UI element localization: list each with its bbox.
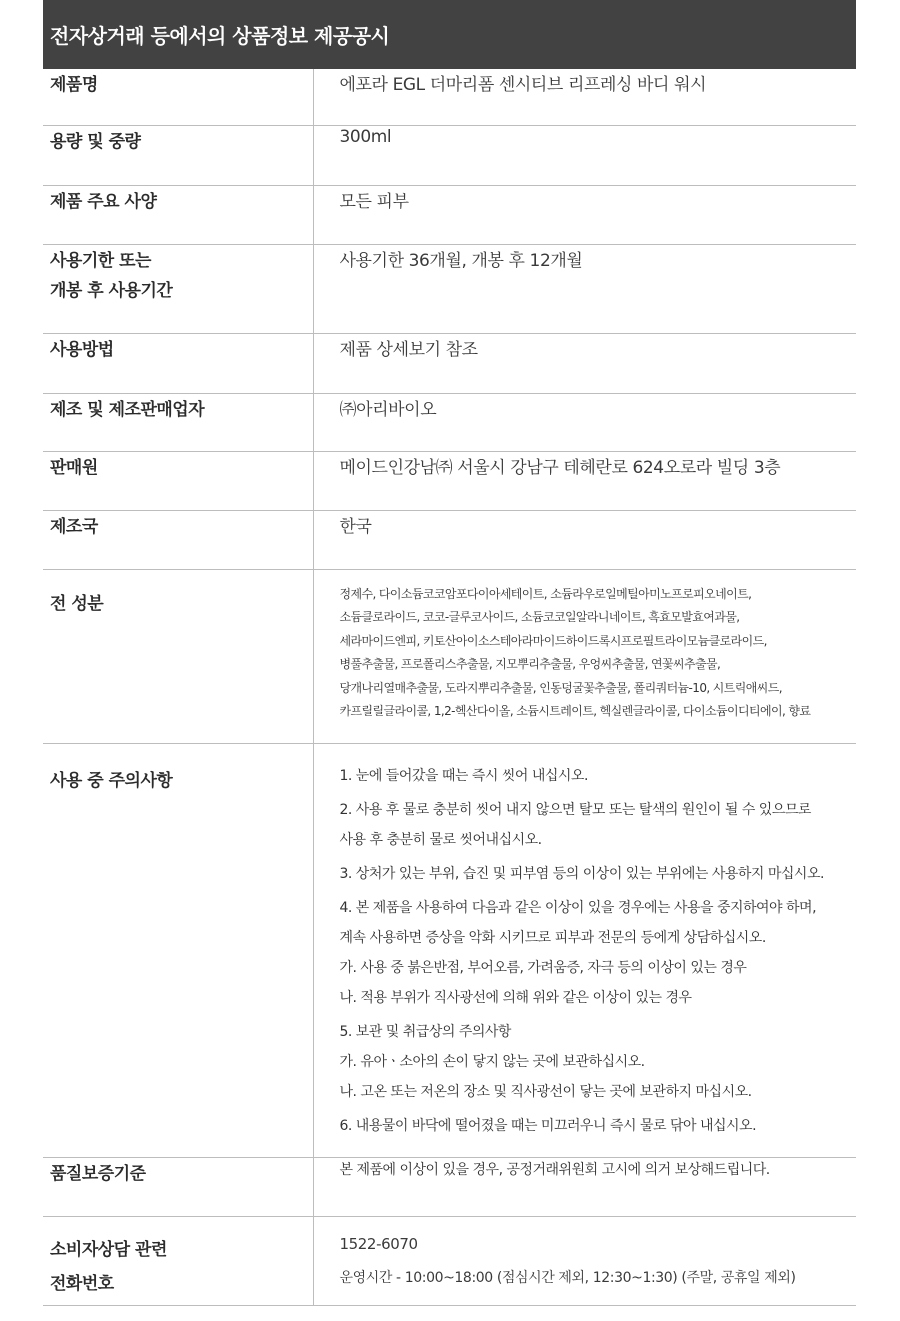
caution-line: 1. 눈에 들어갔을 때는 즉시 씻어 내십시오.	[339, 767, 588, 784]
table-row-seller	[43, 451, 856, 510]
table-row-usage	[43, 333, 856, 393]
row-label: 사용방법	[43, 333, 313, 393]
row-value	[313, 743, 856, 1157]
row-value: 메이드인강남㈜ 서울시 강남구 테헤란로 624오로라 빌딩 3층	[313, 451, 856, 510]
cs-phone: 1522-6070	[339, 1234, 418, 1253]
table-row-spec	[43, 185, 856, 244]
table-row-quality	[43, 1157, 856, 1216]
ingredient-line: 정제수, 다이소듐코코암포다이아세테이트, 소듐라우로일메틸아미노프로피오네이트,	[339, 586, 752, 601]
ingredient-line: 소듐클로라이드, 코코-글루코사이드, 소듐코코일알라니네이트, 흑효모발효여과물,	[339, 610, 740, 624]
row-label: 전 성분	[43, 569, 313, 743]
table-row-expiry	[43, 244, 856, 333]
product-info-notice	[43, 0, 856, 1306]
caution-line: 나. 적용 부위가 직사광선에 의해 위와 같은 이상이 있는 경우	[339, 989, 692, 1006]
ingredient-line: 세라마이드엔피, 키토산아이소스테아라마이드하이드록시프로필트라이모늄클로라이드,	[339, 633, 767, 648]
table-row-product-name	[43, 69, 856, 125]
row-label: 제품명	[43, 69, 313, 125]
caution-line: 사용 후 충분히 물로 씻어내십시오.	[339, 831, 542, 848]
info-table	[43, 69, 856, 1306]
row-value: 에포라 EGL 더마리폼 센시티브 리프레싱 바디 워시	[313, 69, 856, 125]
caution-line: 나. 고온 또는 저온의 장소 및 직사광선이 닿는 곳에 보관하지 마십시오.	[339, 1083, 752, 1100]
row-value: 본 제품에 이상이 있을 경우, 공정거래위원회 고시에 의거 보상해드립니다.	[313, 1157, 856, 1216]
caution-group	[340, 795, 856, 855]
table-row-origin	[43, 510, 856, 569]
caution-line: 2. 사용 후 물로 충분히 씻어 내지 않으면 탈모 또는 탈색의 원인이 될 수 있으므로	[339, 801, 811, 818]
row-label	[43, 1216, 313, 1305]
row-value: 제품 상세보기 참조	[313, 333, 856, 393]
label-line: 전화번호	[50, 1273, 114, 1294]
row-label: 용량 및 중량	[43, 125, 313, 185]
page-title: 전자상거래 등에서의 상품정보 제공공시	[43, 0, 856, 69]
ingredient-line: 당개나리열매추출물, 도라지뿌리추출물, 인동덩굴꽃추출물, 폴리쿼터늄-10, 시트릭애씨드,	[339, 680, 782, 695]
row-label	[43, 244, 313, 333]
row-value: 300ml	[313, 125, 856, 185]
row-value	[313, 569, 856, 743]
ingredient-line: 병풀추출물, 프로폴리스추출물, 지모뿌리추출물, 우엉씨추출물, 연꽃씨추출물,	[339, 657, 721, 671]
table-row-volume	[43, 125, 856, 185]
caution-group	[340, 1017, 856, 1107]
caution-group	[340, 761, 856, 791]
row-label: 품질보증기준	[43, 1157, 313, 1216]
caution-line: 계속 사용하면 증상을 악화 시키므로 피부과 전문의 등에게 상담하십시오.	[339, 929, 766, 946]
caution-line: 3. 상처가 있는 부위, 습진 및 피부염 등의 이상이 있는 부위에는 사용하지 마십시오.	[339, 865, 824, 882]
caution-line: 가. 유아ㆍ소아의 손이 닿지 않는 곳에 보관하십시오.	[339, 1053, 645, 1070]
caution-group	[340, 859, 856, 889]
table-row-customer-service	[43, 1216, 856, 1305]
row-label: 제조국	[43, 510, 313, 569]
label-line: 개봉 후 사용기간	[50, 280, 173, 301]
ingredient-list	[340, 571, 856, 724]
table-row-ingredients	[43, 569, 856, 743]
row-value: ㈜아리바이오	[313, 393, 856, 451]
cs-hours: 운영시간 - 10:00~18:00 (점심시간 제외, 12:30~1:30) (주말, 공휴일 제외)	[339, 1269, 796, 1286]
label-line: 소비자상담 관련	[50, 1239, 167, 1260]
row-label: 판매원	[43, 451, 313, 510]
ingredient-line: 카프릴릴글라이콜, 1,2-헥산다이올, 소듐시트레이트, 헥실렌글라이콜, 다이소듐이디티에이, 향료	[339, 704, 811, 718]
row-value: 사용기한 36개월, 개봉 후 12개월	[313, 244, 856, 333]
caution-line: 4. 본 제품을 사용하여 다음과 같은 이상이 있을 경우에는 사용을 중지하여야 하며,	[339, 899, 817, 916]
row-value	[313, 1216, 856, 1305]
caution-group	[340, 1111, 856, 1141]
caution-line: 5. 보관 및 취급상의 주의사항	[339, 1023, 511, 1040]
row-value: 모든 피부	[313, 185, 856, 244]
row-label: 제조 및 제조판매업자	[43, 393, 313, 451]
caution-list	[340, 745, 856, 1141]
caution-line: 가. 사용 중 붉은반점, 부어오름, 가려움증, 자극 등의 이상이 있는 경우	[339, 959, 747, 976]
caution-line: 6. 내용물이 바닥에 떨어졌을 때는 미끄러우니 즉시 물로 닦아 내십시오.	[339, 1117, 757, 1134]
label-line: 사용기한 또는	[50, 250, 151, 271]
caution-group	[340, 893, 856, 1013]
row-label: 제품 주요 사양	[43, 185, 313, 244]
table-row-manufacturer	[43, 393, 856, 451]
row-label: 사용 중 주의사항	[43, 743, 313, 1157]
row-value: 한국	[313, 510, 856, 569]
table-row-caution	[43, 743, 856, 1157]
